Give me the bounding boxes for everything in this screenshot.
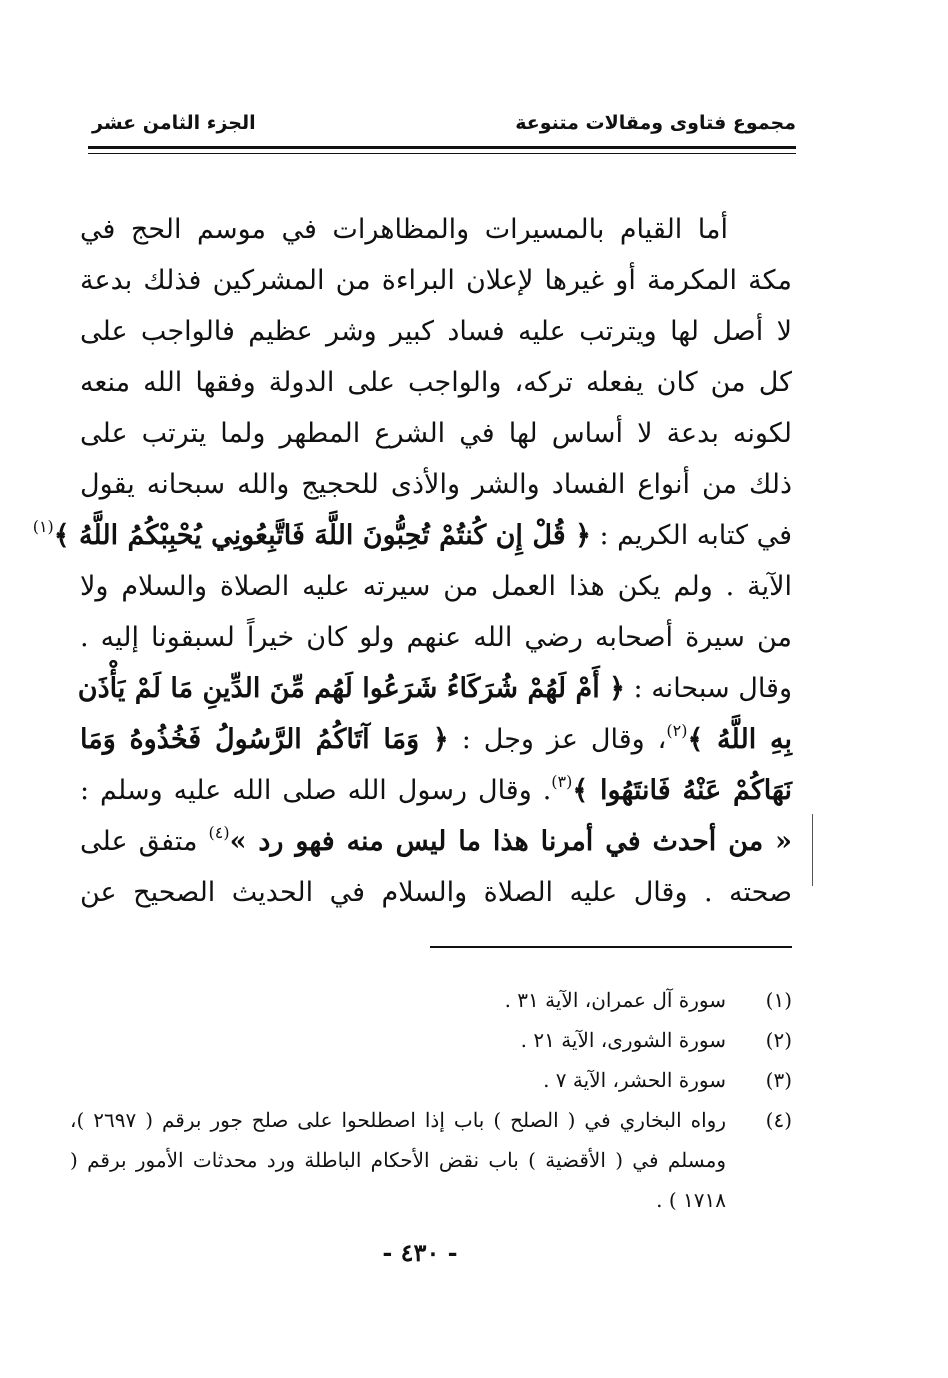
text-line	[80, 816, 792, 867]
footnote-number: (٤)	[765, 1108, 792, 1132]
footnote-number: (٣)	[765, 1068, 792, 1092]
footnote-text: سورة الشورى، الآية ٢١ .	[520, 1028, 726, 1052]
footnote-number: (١)	[765, 988, 792, 1012]
text-line: أما القيام بالمسيرات والمظاهرات في موسم الحج في	[80, 214, 728, 245]
text-line	[32, 510, 792, 561]
text-line: الآية . ولم يكن هذا العمل من سيرته عليه الصلاة والسلام ولا	[80, 571, 792, 602]
text-line: لا أصل لها ويترتب عليه فساد كبير وشر عظيم فالواجب على	[80, 316, 792, 347]
text-segment: ، وقال عز وجل :	[461, 724, 667, 755]
footnote-separator	[430, 946, 792, 948]
footnote-ref: (١)	[32, 517, 54, 536]
text-segment: في كتابه الكريم :	[599, 520, 792, 551]
text-line: ذلك من أنواع الفساد والشر والأذى للحجيج والله سبحانه يقول	[80, 469, 792, 500]
text-segment: وقال سبحانه :	[633, 673, 792, 704]
text-line	[80, 765, 792, 816]
footnote-text: سورة الحشر، الآية ٧ .	[543, 1068, 726, 1092]
footnote-text: رواه البخاري في ( الصلح ) باب إذا اصطلحوا على صلح جور برقم ( ٢٦٩٧ )، ومسلم في ( الأقضية ) باب نقض الأحكام الباطلة ورد محدثات الأمور برقم ( ١٧١٨ ) .	[70, 1108, 726, 1212]
page-number: - ٤٣٠ -	[382, 1238, 458, 1267]
header-rule-thick	[88, 146, 796, 149]
text-line	[77, 663, 792, 714]
volume-title: الجزء الثامن عشر	[92, 112, 256, 134]
book-title: مجموع فتاوى ومقالات متنوعة	[515, 112, 796, 134]
footnote	[70, 1100, 792, 1220]
text-segment: متفق على	[80, 826, 198, 857]
quran-verse: ﴿ وَمَا آتَاكُمُ الرَّسُولُ فَخُذُوهُ وَمَا	[80, 724, 449, 755]
quran-verse: نَهَاكُمْ عَنْهُ فَانتَهُوا ﴾	[572, 775, 792, 806]
footnote	[70, 1020, 792, 1060]
quran-verse: ﴿ قُلْ إِن كُنتُمْ تُحِبُّونَ اللَّهَ فَاتَّبِعُونِي يُحْبِبْكُمُ اللَّهُ ﴾	[53, 520, 591, 551]
quran-verse: بِهِ اللَّهُ ﴾	[687, 724, 792, 755]
main-text	[32, 204, 792, 918]
margin-mark	[812, 814, 813, 886]
text-line: كل من كان يفعله تركه، والواجب على الدولة وفقها الله منعه	[80, 367, 792, 398]
footnote-ref: (٢)	[666, 721, 688, 740]
text-line: من سيرة أصحابه رضي الله عنهم ولو كان خيراً لسبقونا إليه .	[80, 622, 792, 653]
text-line: مكة المكرمة أو غيرها لإعلان البراءة من المشركين فذلك بدعة	[80, 265, 792, 296]
footnote	[70, 980, 792, 1020]
hadith-quote: « من أحدث في أمرنا هذا ما ليس منه فهو رد »	[229, 826, 792, 857]
text-line: صحته . وقال عليه الصلاة والسلام في الحديث الصحيح عن	[80, 877, 792, 908]
footnote-ref: (٤)	[208, 823, 230, 842]
text-segment: . وقال رسول الله صلى الله عليه وسلم :	[80, 775, 552, 806]
quran-verse: ﴿ أَمْ لَهُمْ شُرَكَاءُ شَرَعُوا لَهُم مِّنَ الدِّينِ مَا لَمْ يَأْذَن	[77, 673, 625, 704]
footnote-ref: (٣)	[551, 772, 573, 791]
footnote-number: (٢)	[765, 1028, 792, 1052]
text-line	[80, 714, 792, 765]
footnote	[70, 1060, 792, 1100]
footnote-text: سورة آل عمران، الآية ٣١ .	[504, 988, 726, 1012]
header-rule-thin	[88, 153, 796, 154]
running-header	[88, 112, 796, 138]
text-line: لكونه بدعة لا أساس لها في الشرع المطهر ولما يترتب على	[80, 418, 792, 449]
footnotes	[70, 980, 792, 1220]
